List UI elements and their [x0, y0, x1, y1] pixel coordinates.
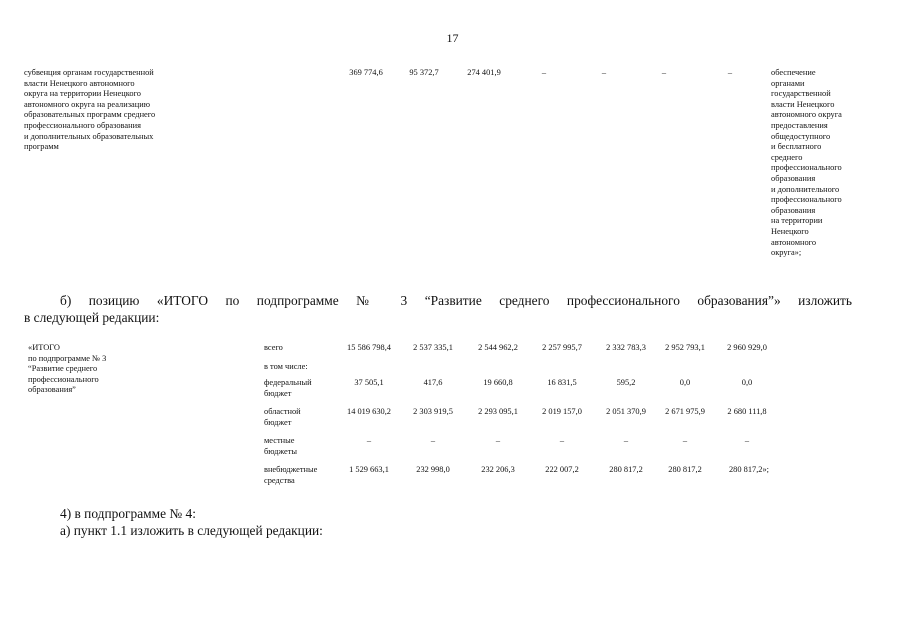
subsidy-label-line: субвенция органам государственной [24, 68, 154, 77]
local-cell: – [682, 436, 688, 445]
row-label-line: средства [264, 475, 295, 485]
amendment-line-1: б) позицию «ИТОГО по подпрограмме № 3 “Развитие среднего профессионального образования”» изложить [60, 293, 852, 308]
subsidy-label-line: программ [24, 142, 59, 152]
subprogram-4-paragraph: 4) в подпрограмме № 4: [60, 506, 196, 521]
federal-cell: 37 505,1 [354, 378, 384, 387]
row-label-total: всего [264, 343, 283, 352]
row-label-line: бюджет [264, 417, 292, 427]
item-1-1-paragraph: а) пункт 1.1 изложить в следующей редакции: [60, 523, 323, 538]
result-line: и бесплатного [771, 142, 822, 152]
subsidy-value: 274 401,9 [467, 68, 501, 77]
extrabudgetary-cell: 1 529 663,1 [349, 465, 389, 474]
total-cell: 2 544 962,2 [478, 343, 518, 352]
total-label [28, 343, 148, 396]
result-line: образования [771, 205, 816, 215]
extrabudgetary-cell: 280 817,2»; [728, 465, 769, 474]
result-line: органами [771, 78, 805, 88]
extrabudgetary-cell: 232 206,3 [481, 465, 515, 474]
result-line: среднего [771, 152, 803, 162]
federal-cell: 0,0 [679, 378, 691, 387]
local-cell: – [559, 436, 565, 445]
page-number: 17 [446, 31, 459, 45]
total-label-line: профессионального [28, 374, 99, 384]
row-label-local [264, 436, 338, 457]
result-line: округа»; [771, 248, 802, 258]
regional-cell: 2 303 919,5 [413, 407, 453, 416]
subsidy-label [24, 68, 194, 153]
extrabudgetary-cell: 280 817,2 [609, 465, 643, 474]
result-line: автономного [771, 237, 817, 247]
local-cell: – [430, 436, 436, 445]
extrabudgetary-cell: 280 817,2 [668, 465, 702, 474]
result-line: власти Ненецкого [771, 99, 835, 109]
total-label-line: “Развитие среднего [28, 364, 98, 374]
total-cell: 2 537 335,1 [413, 343, 453, 352]
subsidy-label-line: профессионального образования [24, 120, 141, 130]
local-cell: – [623, 436, 629, 445]
amendment-paragraph [24, 292, 852, 326]
total-cell: 2 952 793,1 [665, 343, 705, 352]
result-line: автономного округа [771, 110, 842, 120]
federal-cell: 417,6 [423, 378, 443, 387]
total-label-line: «ИТОГО [28, 343, 60, 352]
row-label-line: областной [264, 407, 301, 416]
row-label-line: местные [264, 436, 295, 445]
federal-cell: 595,2 [616, 378, 636, 387]
total-cell: 2 257 995,7 [542, 343, 582, 352]
subsidy-value: – [541, 68, 547, 77]
amendment-line-2: в следующей редакции: [24, 310, 160, 325]
local-cell: – [495, 436, 501, 445]
federal-cell: 0,0 [741, 378, 753, 387]
result-line: на территории [771, 216, 823, 226]
subsidy-value: – [727, 68, 733, 77]
federal-cell: 16 831,5 [547, 378, 577, 387]
row-label-including: в том числе: [264, 362, 308, 371]
regional-cell: 14 019 630,2 [347, 407, 391, 416]
regional-cell: 2 019 157,0 [542, 407, 582, 416]
subsidy-value: 95 372,7 [409, 68, 439, 77]
total-cell: 2 332 783,3 [606, 343, 646, 352]
result-line: профессионального [771, 163, 842, 173]
total-cell: 2 960 929,0 [727, 343, 767, 352]
row-label-regional [264, 407, 338, 428]
result-line: обеспечение [771, 68, 816, 77]
expected-result [771, 68, 871, 259]
result-line: профессионального [771, 195, 842, 205]
result-line: образования [771, 173, 816, 183]
subsidy-value: – [661, 68, 667, 77]
subsidy-label-line: автономного округа на реализацию [24, 99, 150, 109]
regional-cell: 2 671 975,9 [665, 407, 705, 416]
row-label-extrabudgetary [264, 465, 338, 486]
result-line: общедоступного [771, 131, 831, 141]
result-line: государственной [771, 89, 831, 99]
row-label-line: бюджеты [264, 446, 298, 456]
subsidy-label-line: и дополнительных образовательных [24, 131, 154, 141]
subsidy-label-line: образовательных программ среднего [24, 110, 156, 120]
extrabudgetary-cell: 232 998,0 [416, 465, 450, 474]
federal-cell: 19 660,8 [483, 378, 513, 387]
row-label-federal [264, 378, 338, 399]
subsidy-label-line: округа на территории Ненецкого [24, 89, 141, 99]
total-label-line: образования” [28, 385, 76, 395]
total-label-line: по подпрограмме № 3 [28, 353, 107, 363]
row-label-line: внебюджетные [264, 465, 318, 474]
local-cell: – [366, 436, 372, 445]
extrabudgetary-cell: 222 007,2 [545, 465, 579, 474]
local-cell: – [744, 436, 750, 445]
subsidy-value: – [601, 68, 607, 77]
row-label-line: бюджет [264, 388, 292, 398]
subsidy-value-total: 369 774,6 [349, 68, 383, 77]
result-line: предоставления [771, 120, 828, 130]
total-cell: 15 586 798,4 [347, 343, 391, 352]
row-label-line: федеральный [264, 378, 312, 387]
regional-cell: 2 680 111,8 [727, 407, 767, 416]
regional-cell: 2 051 370,9 [606, 407, 646, 416]
result-line: Ненецкого [771, 226, 809, 236]
subsidy-label-line: власти Ненецкого автономного [24, 78, 135, 88]
result-line: и дополнительного [771, 184, 840, 194]
regional-cell: 2 293 095,1 [478, 407, 518, 416]
